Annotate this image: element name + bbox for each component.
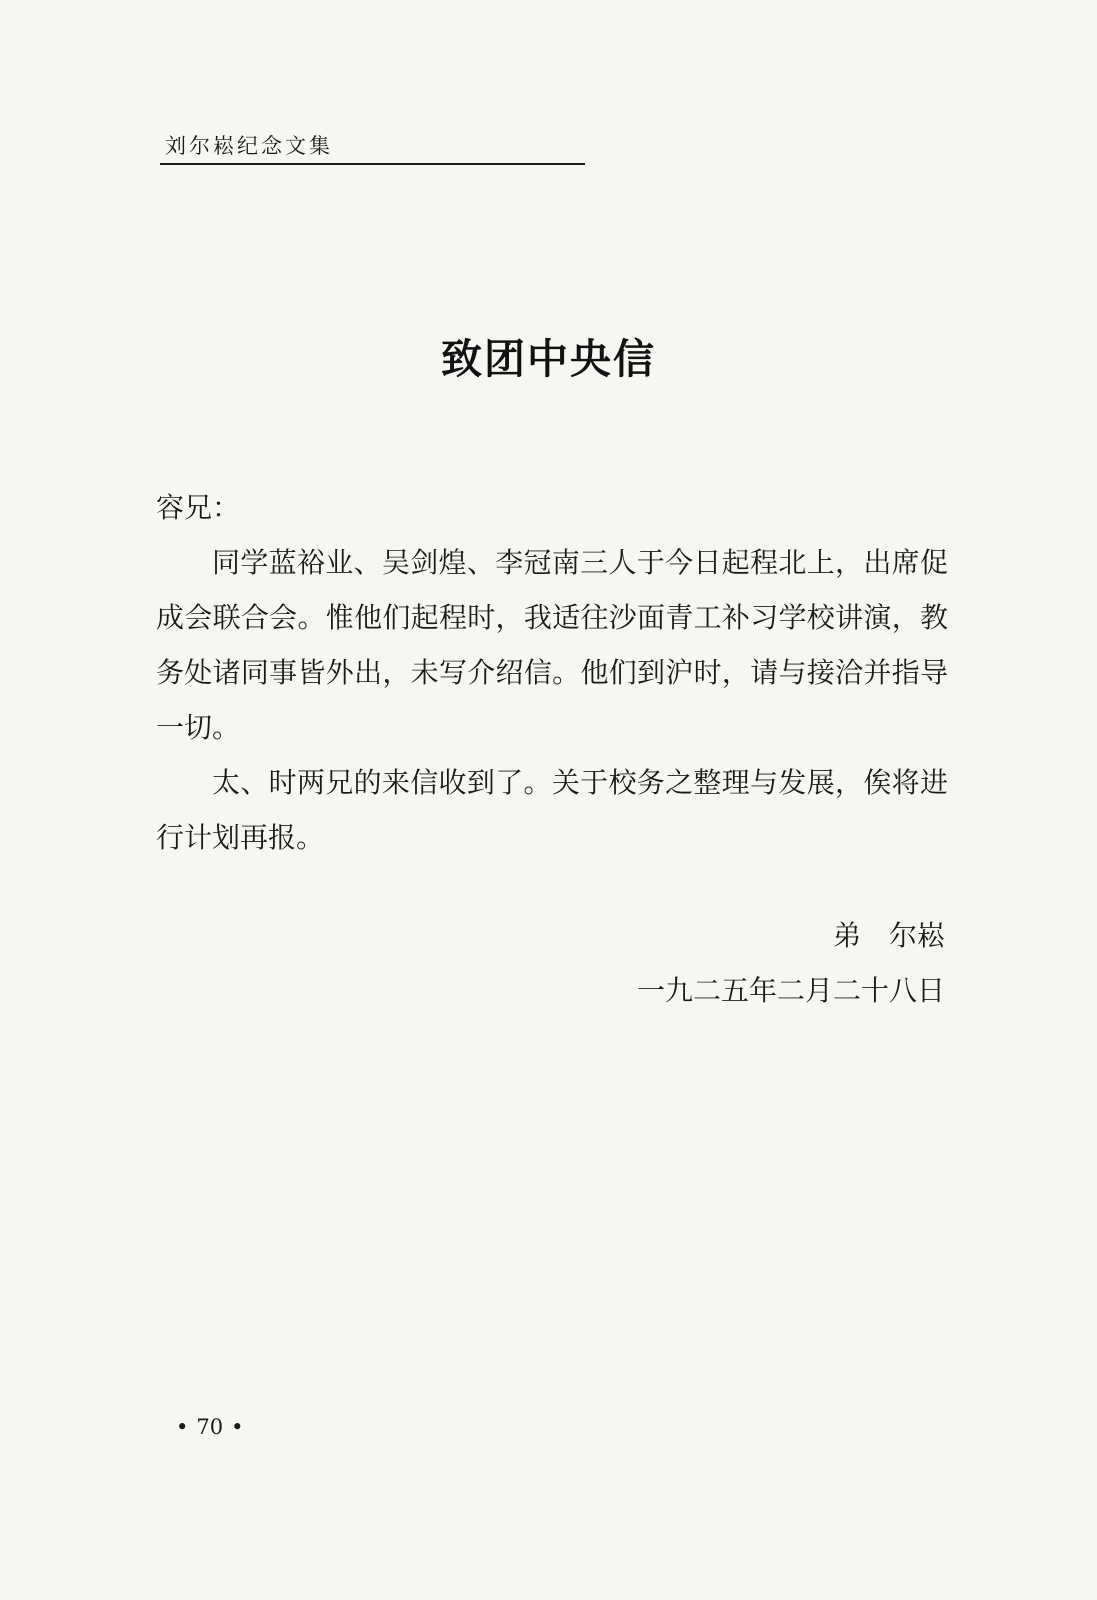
page-number-dot-left: • xyxy=(176,1415,189,1439)
letter-paragraph-2: 太、时两兄的来信收到了。关于校务之整理与发展，俟将进行计划再报。 xyxy=(156,766,948,854)
letter-body xyxy=(156,480,948,865)
page-number-dot-right: • xyxy=(231,1415,244,1439)
header-rule xyxy=(160,163,585,165)
signature-date: 一九二五年二月二十八日 xyxy=(636,974,945,1007)
signature-sender: 弟 尔崧 xyxy=(832,919,945,952)
running-header: 刘尔崧纪念文集 xyxy=(165,134,333,158)
page-number-value: 70 xyxy=(196,1415,224,1439)
letter-signature xyxy=(637,908,945,1018)
page-number xyxy=(168,1415,252,1439)
letter-title: 致团中央信 xyxy=(441,335,656,383)
letter-paragraph-1: 同学蓝裕业、吴剑煌、李冠南三人于今日起程北上，出席促成会联合会。惟他们起程时，我适往沙面青工补习学校讲演，教务处诸同事皆外出，未写介绍信。他们到沪时，请与接洽并指导一切。 xyxy=(156,546,948,744)
letter-salutation: 容兄： xyxy=(156,491,241,524)
